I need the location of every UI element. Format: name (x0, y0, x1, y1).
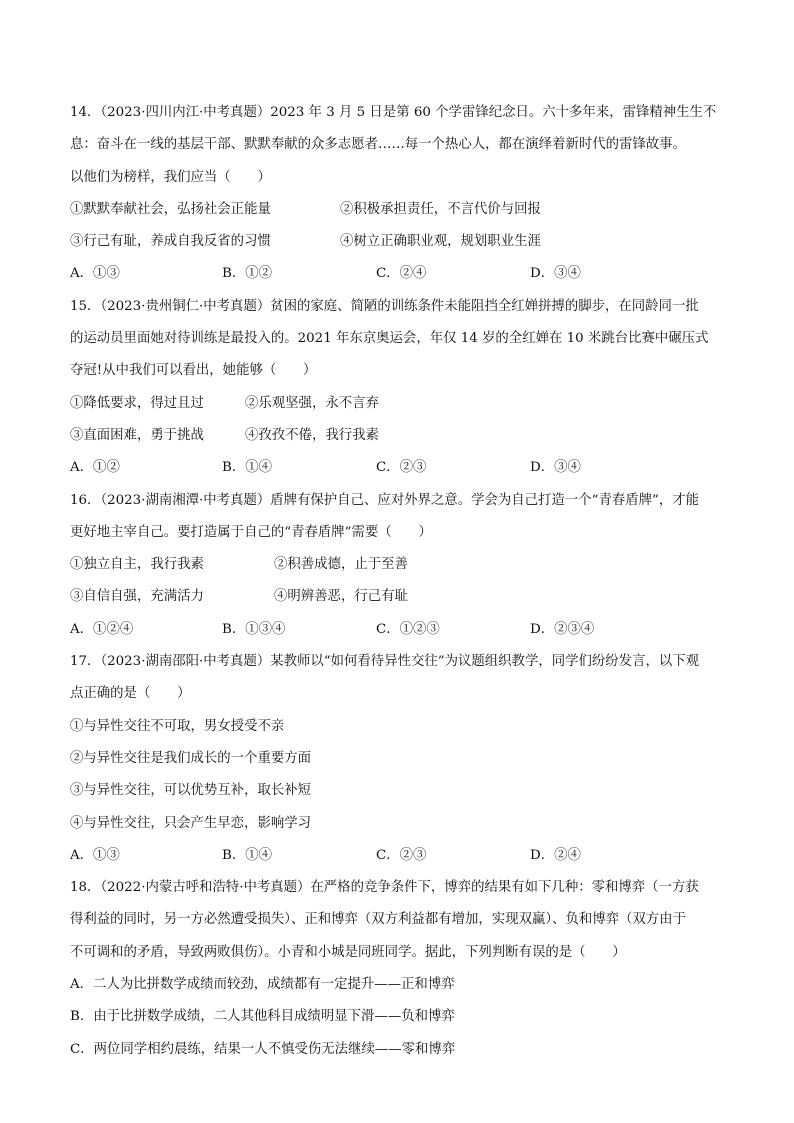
option-c[interactable]: C．②③ (376, 847, 427, 863)
statement-1: ①默默奉献社会，弘扬社会正能量 (70, 201, 271, 217)
option-b[interactable]: B．①④ (222, 460, 273, 476)
question-stem-line: 的运动员里面她对待训练是最投入的。2021 年东京奥运会，年仅 14 岁的全红婵在 10 米跳台比赛中碾压式 (70, 331, 709, 347)
statement-row (70, 581, 730, 613)
option-b[interactable]: B．①④ (222, 847, 273, 863)
option-a[interactable]: A．①② (70, 460, 120, 476)
question-stem-line: 14．（2023·四川内江·中考真题）2023 年 3 月 5 日是第 60 个学雷锋纪念日。六十多年来，雷锋精神生生不 (70, 105, 717, 120)
question-stem-line: 点正确的是（ ） (70, 686, 191, 702)
option-a[interactable]: A．二人为比拼数学成绩而较劲，成绩都有一定提升——正和博弈 (70, 977, 455, 993)
option-c[interactable]: C．②④ (376, 266, 427, 282)
statement-1: ①与异性交往不可取，男女授受不亲 (70, 718, 285, 734)
statement-3: ③自信自强，充满活力 (70, 589, 204, 605)
answer-options (70, 452, 730, 484)
question-17 (70, 646, 730, 872)
statement-row (70, 226, 730, 258)
option-c[interactable]: C．①②③ (376, 621, 440, 637)
statement-3: ③行己有耻，养成自我反省的习惯 (70, 234, 271, 250)
question-18 (70, 872, 730, 1066)
statement-2: ②与异性交往是我们成长的一个重要方面 (70, 750, 312, 766)
statement-3: ③与异性交往，可以优势互补，取长补短 (70, 783, 312, 799)
question-stem-line: 得利益的同时，另一方必然遭受损失）、正和博弈（双方利益都有增加，实现双赢）、负和博弈（双方由于 (70, 912, 686, 928)
question-page (70, 97, 730, 1066)
option-d[interactable]: D．②③④ (530, 621, 595, 637)
statement-2: ②积极承担责任，不言代价与回报 (340, 201, 541, 217)
statement-4: ④孜孜不倦，我行我素 (245, 427, 379, 443)
option-a[interactable]: A．①②④ (70, 621, 134, 637)
question-stem-line: 以他们为榜样，我们应当（ ） (70, 169, 271, 185)
option-d[interactable]: D．③④ (530, 266, 581, 282)
option-d[interactable]: D．②④ (530, 847, 581, 863)
statement-row (70, 549, 730, 581)
option-c[interactable]: C．两位同学相约晨练，结果一人不慎受伤无法继续——零和博弈 (70, 1041, 456, 1057)
option-b[interactable]: B．①② (222, 266, 273, 282)
question-16 (70, 485, 730, 646)
option-c[interactable]: C．②③ (376, 460, 427, 476)
option-b[interactable]: B．①③④ (222, 621, 286, 637)
question-stem-line: 更好地主宰自己。要打造属于自己的“青春盾牌”需要（ ） (70, 524, 432, 540)
question-stem-line: 夺冠!从中我们可以看出，她能够（ ） (70, 363, 317, 379)
statement-4: ④树立正确职业观，规划职业生涯 (340, 234, 541, 250)
question-stem-line: 15．（2023·贵州铜仁·中考真题）贫困的家庭、简陋的训练条件未能阻挡全红婵拼搏的脚步，在同龄同一批 (70, 298, 699, 314)
statement-4: ④与异性交往，只会产生早恋，影响学习 (70, 815, 312, 831)
statement-2: ②积善成德，止于至善 (274, 557, 408, 573)
option-a[interactable]: A．①③ (70, 847, 120, 863)
answer-options (70, 840, 730, 872)
question-15 (70, 291, 730, 485)
statement-2: ②乐观坚强，永不言弃 (245, 395, 379, 411)
statement-1: ①独立自主，我行我素 (70, 557, 204, 573)
answer-options (70, 614, 730, 646)
option-d[interactable]: D．③④ (530, 460, 581, 476)
answer-options (70, 258, 730, 290)
option-a[interactable]: A．①③ (70, 266, 120, 282)
statement-row (70, 388, 730, 420)
question-stem-line: 16．（2023·湖南湘潭·中考真题）盾牌有保护自己、应对外界之意。学会为自己打造一个“青春盾牌”，才能 (70, 492, 700, 508)
question-stem-line: 不可调和的矛盾，导致两败俱伤）。小青和小城是同班同学。据此，下列判断有误的是（ ） (70, 944, 626, 960)
statement-row (70, 194, 730, 226)
question-stem-line: 17．（2023·湖南邵阳·中考真题）某教师以“如何看待异性交往”为议题组织教学，同学们纷纷发言，以下观 (70, 654, 700, 670)
question-stem-line: 息：奋斗在一线的基层干部、默默奉献的众多志愿者……每一个热心人，都在演绎着新时代的雷锋故事。 (70, 137, 686, 153)
question-stem-line: 18．（2022·内蒙古呼和浩特·中考真题）在严格的竞争条件下，博弈的结果有如下几种：零和博弈（一方获 (70, 880, 699, 896)
statement-row (70, 420, 730, 452)
option-b[interactable]: B．由于比拼数学成绩，二人其他科目成绩明显下滑——负和博弈 (70, 1009, 455, 1025)
statement-3: ③直面困难，勇于挑战 (70, 427, 204, 443)
question-14 (70, 97, 730, 291)
statement-1: ①降低要求，得过且过 (70, 395, 204, 411)
statement-4: ④明辨善恶，行己有耻 (274, 589, 408, 605)
